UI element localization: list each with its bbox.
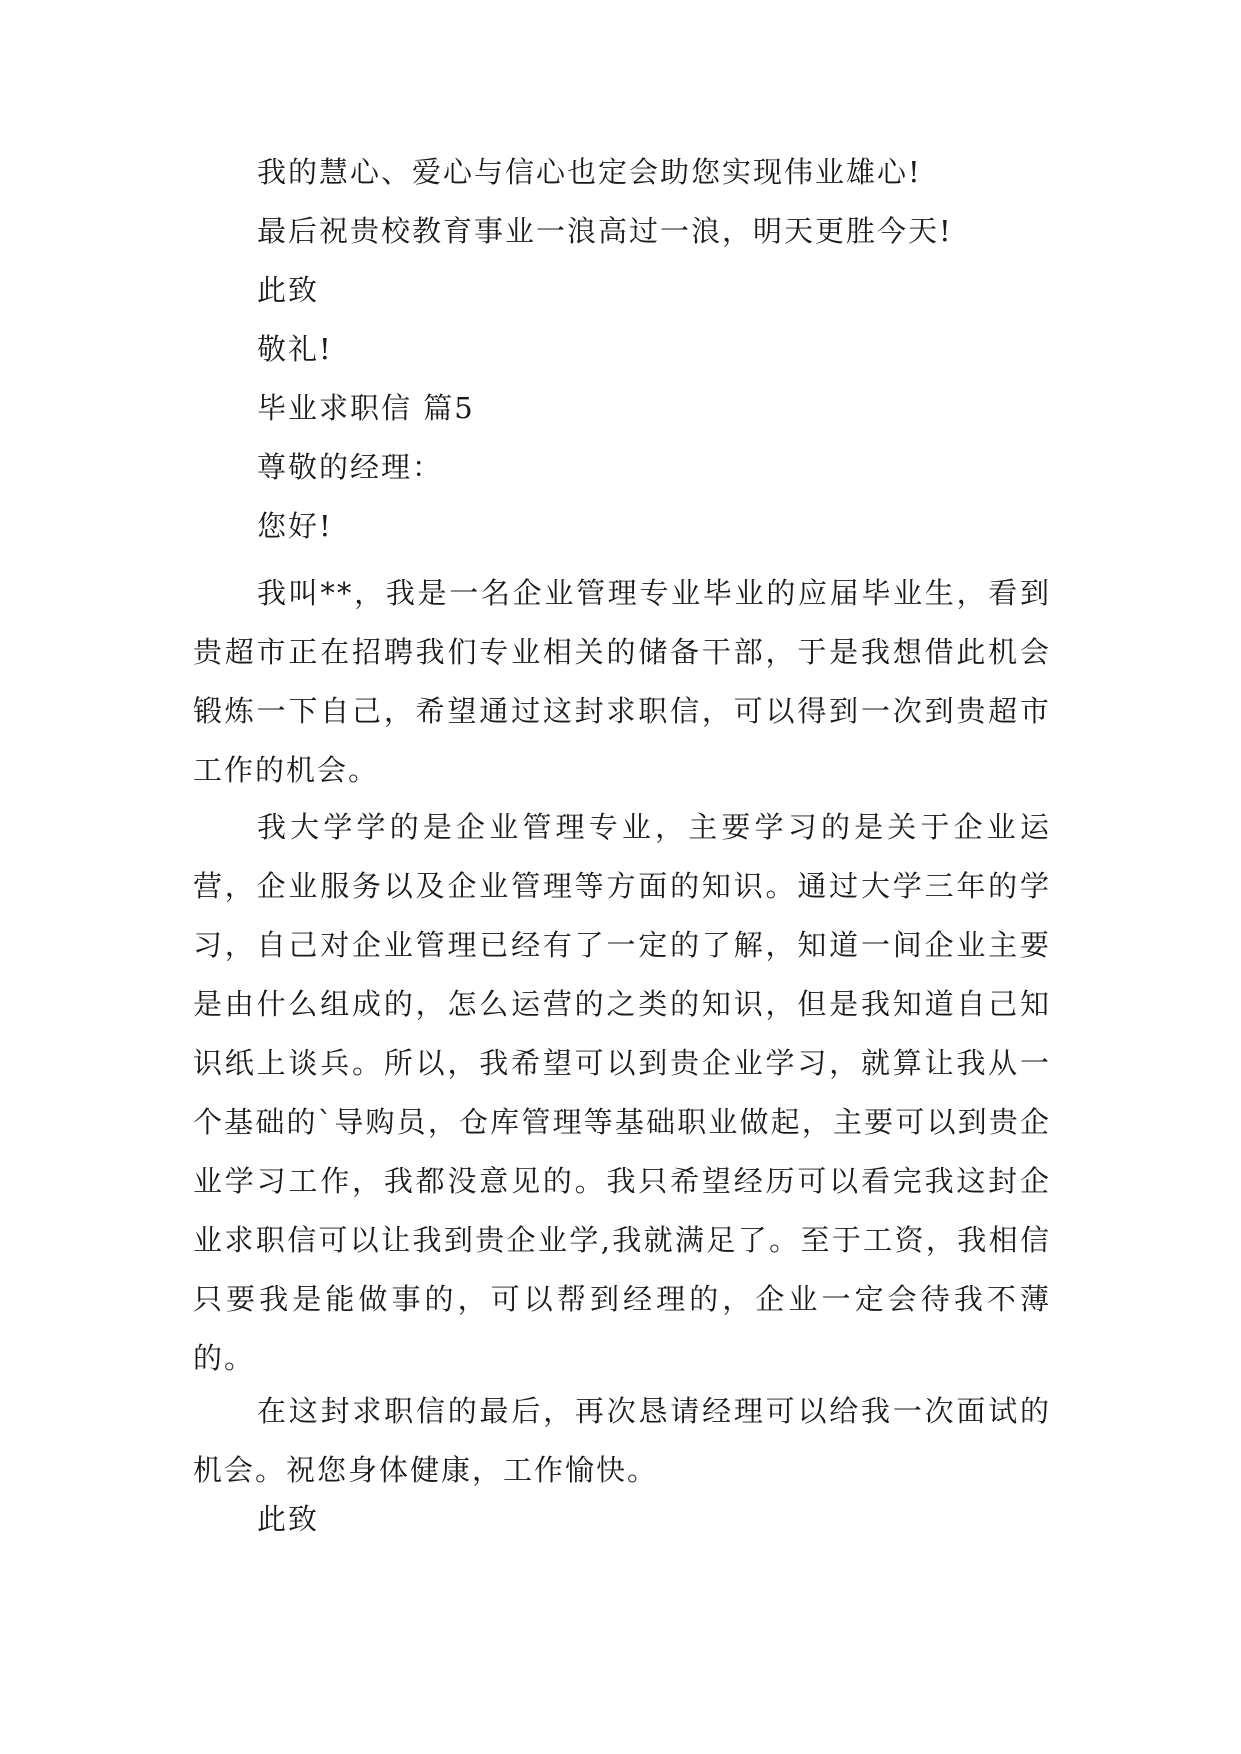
text-line: 最后祝贵校教育事业一浪高过一浪，明天更胜今天! — [257, 214, 953, 248]
greeting-recipient: 尊敬的经理： — [257, 450, 444, 484]
closing-line: 此致 — [257, 1502, 320, 1536]
body-paragraph-education: 我大学学的是企业管理专业，主要学习的是关于企业运营，企业服务以及企业管理等方面的知识。通过大学三年的学习，自己对企业管理已经有了一定的了解，知道一间企业主要是由什么组成的，怎么运营的之类的知识，但是我知道自己知识纸上谈兵。所以，我希望可以到贵企业学习，就算让我从一个基础的`导购员，仓库管理等基础职业做起，主要可以到贵企业学习工作，我都没意见的。我只希望经历可以看完我这封企业求职信可以让我到贵企业学,我就满足了。至于工资，我相信只要我是能做事的，可以帮到经理的，企业一定会待我不薄的。 — [193, 810, 1051, 1375]
section-heading: 毕业求职信 篇5 — [257, 391, 475, 425]
body-paragraph-intro: 我叫**，我是一名企业管理专业毕业的应届毕业生，看到贵超市正在招聘我们专业相关的储备干部，于是我想借此机会锻炼一下自己，希望通过这封求职信，可以得到一次到贵超市工作的机会。 — [193, 576, 1051, 787]
greeting-line: 您好! — [257, 509, 333, 543]
text-line: 我的慧心、爱心与信心也定会助您实现伟业雄心! — [257, 155, 922, 189]
salutation-line: 此致 — [257, 273, 320, 307]
body-paragraph-closing: 在这封求职信的最后，再次恳请经理可以给我一次面试的机会。祝您身体健康，工作愉快。 — [193, 1394, 1051, 1487]
regards-line: 敬礼! — [257, 332, 333, 366]
